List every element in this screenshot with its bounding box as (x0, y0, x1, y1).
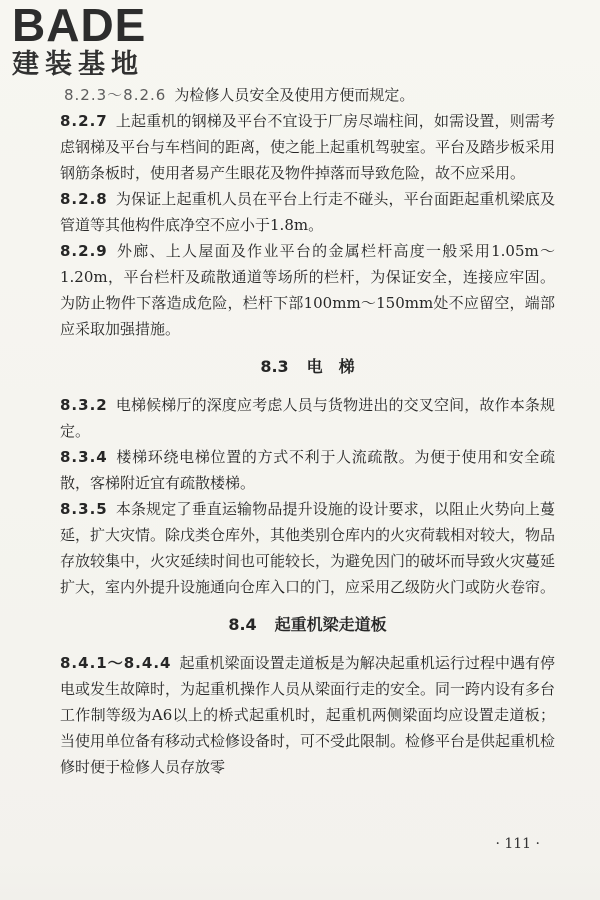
clause-number: 8.2.7 (60, 112, 108, 130)
section-title: 起重机梁走道板 (274, 615, 387, 634)
clause-number: 8.2.8 (60, 190, 108, 208)
section-heading-8-3 (60, 354, 555, 380)
clause-number: 8.3.2 (60, 396, 108, 414)
clause-8-4-1-to-8-4-4 (60, 650, 555, 780)
clause-8-3-5 (60, 496, 555, 600)
clause-text: 为保证上起重机人员在平台上行走不碰头，平台面距起重机梁底及管道等其他构件底净空不应小于1.8m。 (60, 190, 555, 234)
page-bottom-shade (0, 860, 600, 900)
clause-8-2-3-to-8-2-6 (64, 82, 555, 108)
clause-number: 8.2.9 (60, 242, 108, 260)
clause-number: 8.3.4 (60, 448, 108, 466)
logo-mark: BADE (12, 0, 147, 51)
document-body (60, 82, 555, 780)
clause-number: 8.3.5 (60, 500, 108, 518)
clause-text: 楼梯环绕电梯位置的方式不利于人流疏散。为便于使用和安全疏散，客梯附近宜有疏散楼梯。 (60, 448, 555, 492)
clause-8-3-2 (60, 392, 555, 444)
clause-text: 外廊、上人屋面及作业平台的金属栏杆高度一般采用1.05m～1.20m，平台栏杆及疏散通道等场所的栏杆，为保证安全，连接应牢固。为防止物件下落造成危险，栏杆下部100mm～150mm处不应留空，端部应采取加强措施。 (60, 242, 555, 338)
clause-text: 为检修人员安全及使用方便而规定。 (174, 86, 415, 104)
logo-subtitle: 建装基地 (12, 49, 144, 80)
clause-text: 电梯候梯厅的深度应考虑人员与货物进出的交叉空间，故作本条规定。 (60, 396, 555, 440)
clause-8-2-9 (60, 238, 555, 342)
section-heading-8-4 (60, 612, 555, 638)
clause-text: 起重机梁面设置走道板是为解决起重机运行过程中遇有停电或发生故障时，为起重机操作人员从梁面行走的安全。同一跨内设有多台工作制等级为A6以上的桥式起重机时，起重机两侧梁面均应设置走道板；当使用单位备有移动式检修设备时，可不受此限制。检修平台是供起重机检修时便于检修人员存放零 (60, 654, 556, 776)
clause-number: 8.2.3～8.2.6 (64, 86, 167, 104)
page-number: · 111 · (495, 836, 540, 852)
clause-8-2-8 (60, 186, 555, 238)
bade-logo (12, 2, 182, 84)
clause-8-2-7 (60, 108, 555, 186)
section-title: 电 梯 (306, 357, 355, 376)
section-number: 8.4 (228, 615, 257, 634)
section-number: 8.3 (260, 357, 289, 376)
clause-text: 本条规定了垂直运输物品提升设施的设计要求，以阻止火势向上蔓延，扩大灾情。除戊类仓库外，其他类别仓库内的火灾荷载相对较大，物品存放较集中，火灾延续时间也可能较长，为避免因门的破坏而导致火灾蔓延扩大，室内外提升设施通向仓库入口的门，应采用乙级防火门或防火卷帘。 (60, 500, 556, 596)
clause-8-3-4 (60, 444, 555, 496)
clause-number: 8.4.1～8.4.4 (60, 654, 172, 672)
clause-text: 上起重机的钢梯及平台不宜设于厂房尽端柱间，如需设置，则需考虑钢梯及平台与车档间的距离，使之能上起重机驾驶室。平台及踏步板采用钢筋条板时，使用者易产生眼花及物件掉落而导致危险，故不应采用。 (60, 112, 556, 182)
